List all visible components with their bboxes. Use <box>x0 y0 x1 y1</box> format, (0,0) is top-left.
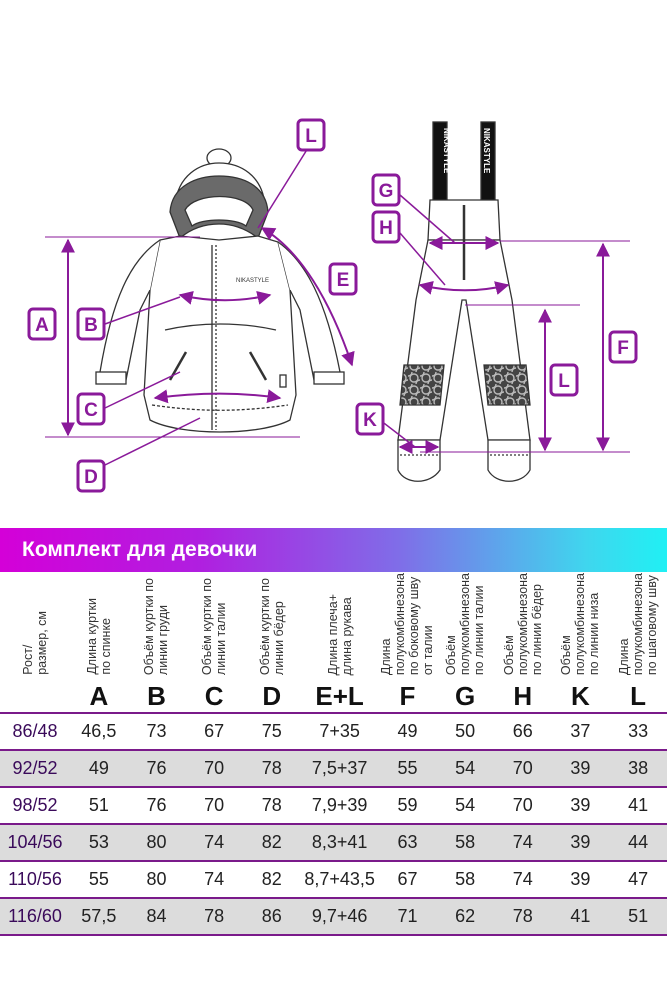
svg-text:D: D <box>84 467 98 488</box>
value-cell: 7,5+37 <box>301 751 379 786</box>
marker-A <box>29 309 55 339</box>
value-cell: 76 <box>128 788 186 823</box>
marker-L-right <box>551 365 577 395</box>
svg-text:E: E <box>336 270 350 291</box>
value-cell: 70 <box>494 751 552 786</box>
value-cell: 54 <box>436 751 494 786</box>
svg-text:A: A <box>35 315 49 336</box>
column-letter: L <box>630 680 647 711</box>
value-cell: 41 <box>552 899 610 934</box>
svg-text:L: L <box>558 371 570 392</box>
column-header-text: Объём куртки по линии груди <box>142 577 171 675</box>
value-cell: 44 <box>609 825 667 860</box>
row-separator <box>0 934 667 936</box>
value-cell: 70 <box>494 788 552 823</box>
value-cell: 70 <box>185 751 243 786</box>
column-header-text: Длина плеча+ длина рукава <box>325 593 354 675</box>
value-cell: 54 <box>436 788 494 823</box>
value-cell: 73 <box>128 714 186 749</box>
column-letter: B <box>147 680 166 711</box>
value-cell: 74 <box>494 862 552 897</box>
value-cell: 7+35 <box>301 714 379 749</box>
jacket-drawing <box>96 149 344 432</box>
jacket-brand-label: NIKASTYLE <box>236 278 270 284</box>
column-letter: F <box>399 680 416 711</box>
column-letter: G <box>454 680 476 711</box>
column-header <box>0 572 70 680</box>
value-cell: 58 <box>436 862 494 897</box>
value-cell: 78 <box>243 788 301 823</box>
overalls-drawing <box>398 122 530 481</box>
value-cell: 9,7+46 <box>301 899 379 934</box>
size-cell: 92/52 <box>0 751 70 786</box>
value-cell: 51 <box>609 899 667 934</box>
value-cell: 62 <box>436 899 494 934</box>
value-cell: 37 <box>552 714 610 749</box>
column-header <box>301 572 379 680</box>
value-cell: 82 <box>243 862 301 897</box>
title-banner <box>0 528 667 572</box>
value-cell: 63 <box>379 825 437 860</box>
column-header <box>70 572 128 680</box>
value-cell: 53 <box>70 825 128 860</box>
value-cell: 39 <box>552 862 610 897</box>
value-cell: 66 <box>494 714 552 749</box>
value-cell: 49 <box>379 714 437 749</box>
letter-row <box>0 680 667 712</box>
value-cell: 67 <box>379 862 437 897</box>
value-cell: 76 <box>128 751 186 786</box>
column-header-text: Объём полукомбинезона по линии бёдер <box>501 572 544 675</box>
value-cell: 8,3+41 <box>301 825 379 860</box>
svg-text:H: H <box>379 218 393 239</box>
size-cell: 110/56 <box>0 862 70 897</box>
table-row <box>0 788 667 823</box>
value-cell: 86 <box>243 899 301 934</box>
marker-C <box>78 394 104 424</box>
column-letter: E+L <box>315 680 364 711</box>
column-header-text: Объём куртки по линии бёдер <box>257 577 286 675</box>
marker-L-top <box>298 120 324 150</box>
table-row <box>0 714 667 749</box>
svg-text:F: F <box>617 338 629 359</box>
value-cell: 47 <box>609 862 667 897</box>
value-cell: 78 <box>494 899 552 934</box>
value-cell: 59 <box>379 788 437 823</box>
table-row <box>0 825 667 860</box>
value-cell: 78 <box>185 899 243 934</box>
value-cell: 74 <box>494 825 552 860</box>
header-row <box>0 572 667 680</box>
value-cell: 80 <box>128 862 186 897</box>
value-cell: 82 <box>243 825 301 860</box>
value-cell: 39 <box>552 788 610 823</box>
value-cell: 75 <box>243 714 301 749</box>
table-row <box>0 899 667 934</box>
column-letter: D <box>262 680 282 711</box>
size-cell: 104/56 <box>0 825 70 860</box>
column-letter: H <box>513 680 533 711</box>
value-cell: 55 <box>379 751 437 786</box>
column-header <box>185 572 243 680</box>
svg-text:C: C <box>84 400 98 421</box>
column-letter: A <box>89 680 109 711</box>
size-table <box>0 572 667 936</box>
table-row <box>0 751 667 786</box>
value-cell: 58 <box>436 825 494 860</box>
size-cell: 98/52 <box>0 788 70 823</box>
marker-B <box>78 309 104 339</box>
column-header-text: Объём полукомбинезона по линии талии <box>444 572 487 675</box>
svg-text:B: B <box>84 315 98 336</box>
value-cell: 8,7+43,5 <box>301 862 379 897</box>
strap-right-brand: NIKASTYLE <box>482 128 491 174</box>
marker-H <box>373 212 399 242</box>
svg-text:G: G <box>378 181 394 202</box>
marker-K <box>357 404 383 434</box>
svg-text:L: L <box>305 126 317 147</box>
marker-F <box>610 332 636 362</box>
value-cell: 46,5 <box>70 714 128 749</box>
column-header <box>243 572 301 680</box>
value-cell: 74 <box>185 825 243 860</box>
column-header-text: Длина полукомбинезона по шаговому шву <box>617 572 660 675</box>
column-header <box>379 572 437 680</box>
value-cell: 55 <box>70 862 128 897</box>
value-cell: 7,9+39 <box>301 788 379 823</box>
column-header <box>436 572 494 680</box>
row-separator-line <box>0 934 667 936</box>
column-header <box>609 572 667 680</box>
column-header <box>128 572 186 680</box>
value-cell: 57,5 <box>70 899 128 934</box>
column-letter <box>0 680 70 712</box>
column-letter: C <box>204 680 224 711</box>
value-cell: 78 <box>243 751 301 786</box>
banner-title: Комплект для девочки <box>22 538 258 561</box>
size-cell: 116/60 <box>0 899 70 934</box>
value-cell: 80 <box>128 825 186 860</box>
value-cell: 50 <box>436 714 494 749</box>
value-cell: 49 <box>70 751 128 786</box>
size-cell: 86/48 <box>0 714 70 749</box>
value-cell: 67 <box>185 714 243 749</box>
column-header-text: Рост/ размер, см <box>21 611 49 675</box>
value-cell: 41 <box>609 788 667 823</box>
marker-G <box>373 175 399 205</box>
value-cell: 84 <box>128 899 186 934</box>
value-cell: 74 <box>185 862 243 897</box>
marker-E <box>330 264 356 294</box>
column-letter: K <box>571 680 590 711</box>
column-header <box>552 572 610 680</box>
column-header-text: Длина куртки по спинке <box>84 598 113 675</box>
marker-D <box>78 461 104 491</box>
svg-text:K: K <box>363 410 377 431</box>
value-cell: 70 <box>185 788 243 823</box>
strap-left-brand: NIKASTYLE <box>442 128 451 174</box>
column-header-text: Объём полукомбинезона по линии низа <box>559 572 602 675</box>
value-cell: 51 <box>70 788 128 823</box>
table-row <box>0 862 667 897</box>
column-header <box>494 572 552 680</box>
value-cell: 38 <box>609 751 667 786</box>
column-header-text: Объём куртки по линии талии <box>200 577 229 675</box>
value-cell: 39 <box>552 825 610 860</box>
value-cell: 39 <box>552 751 610 786</box>
value-cell: 33 <box>609 714 667 749</box>
column-header-text: Длина полукомбинезона по боковому шву от талии <box>379 572 436 675</box>
value-cell: 71 <box>379 899 437 934</box>
